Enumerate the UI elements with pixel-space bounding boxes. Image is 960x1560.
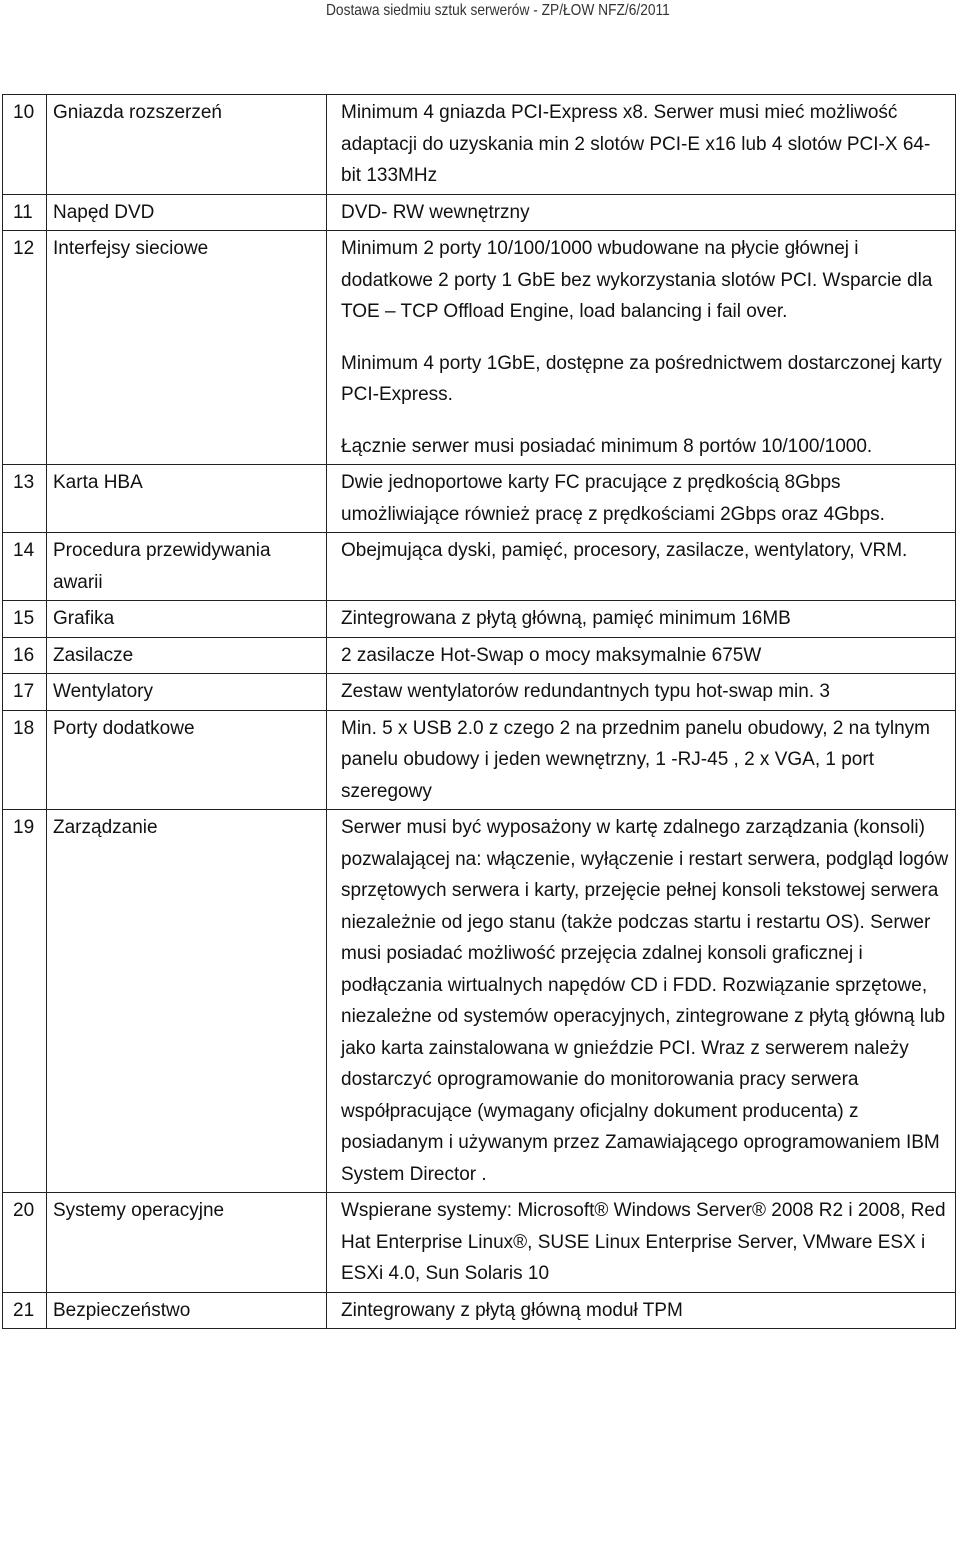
table-row [3,710,956,810]
row-name: Karta HBA [47,465,327,533]
description-text: Min. 5 x USB 2.0 z czego 2 na przednim panelu obudowy, 2 na tylnym panelu obudowy i jeden wewnętrzny, 1 -RJ-45 , 2 x VGA, 1 port szeregowy [341,717,930,802]
row-name: Porty dodatkowe [47,710,327,810]
row-number: 20 [3,1193,47,1293]
row-description [327,674,956,711]
row-description [327,601,956,638]
row-description [327,95,956,195]
row-description [327,810,956,1193]
row-number: 10 [3,95,47,195]
row-description [327,1292,956,1329]
row-name: Interfejsy sieciowe [47,231,327,465]
table-row [3,533,956,601]
page-header [0,2,960,20]
specification-table [2,94,956,1329]
table-row [3,674,956,711]
row-number: 21 [3,1292,47,1329]
table-row [3,95,956,195]
row-number: 15 [3,601,47,638]
description-text: Minimum 2 porty 10/100/1000 wbudowane na płycie głównej i dodatkowe 2 porty 1 GbE bez wykorzystania slotów PCI. Wsparcie dla TOE – TCP Offload Engine, load balancing i fail over. [341,238,933,322]
row-number: 14 [3,533,47,601]
table-row [3,601,956,638]
description-text: 2 zasilacze Hot-Swap o mocy maksymalnie 675W [341,644,762,666]
description-text: Zintegrowany z płytą główną moduł TPM [341,1299,683,1321]
row-description [327,231,956,465]
table-row [3,465,956,533]
row-name: Zarządzanie [47,810,327,1193]
table-row [3,1193,956,1293]
row-name: Gniazda rozszerzeń [47,95,327,195]
description-text: Zestaw wentylatorów redundantnych typu hot-swap min. 3 [341,681,830,702]
row-name: Bezpieczeństwo [47,1292,327,1329]
row-number: 18 [3,710,47,810]
description-text: Obejmująca dyski, pamięć, procesory, zasilacze, wentylatory, VRM. [341,540,908,561]
row-name: Zasilacze [47,637,327,674]
document-title: Dostawa siedmiu sztuk serwerów - ZP/ŁOW NFZ/6/2011 [326,2,670,19]
row-number: 19 [3,810,47,1193]
row-name: Systemy operacyjne [47,1193,327,1293]
description-text: Wspierane systemy: Microsoft® Windows Server® 2008 R2 i 2008, Red Hat Enterprise Linux®, SUSE Linux Enterprise Server, VMware ESX i ESXi 4.0, Sun Solaris 10 [341,1200,946,1284]
row-description [327,533,956,601]
description-text: Serwer musi być wyposażony w kartę zdalnego zarządzania (konsoli) pozwalającej na: włączenie, wyłączenie i restart serwera, podgląd logów sprzętowych serwera i karty, przejęcie pełnej konsoli tekstowej serwera niezależnie od jego stanu (także podczas startu i restartu OS). Serwer musi posiadać możliwość przejęcia zdalnej konsoli graficznej i podłączania wirtualnych napędów CD i FDD. Rozwiązanie sprzętowe, niezależne od systemów operacyjnych, zintegrowane z płytą główną lub jako karta zainstalowana w gnieździe PCI. Wraz z serwerem należy dostarczyć oprogramowanie do monitorowania pracy serwera współpracujące (wymagany oficjalny dokument producenta) z posiadanym i używanym przez Zamawiającego oprogramowaniem IBM System Director . [341,817,949,1185]
row-description [327,710,956,810]
row-name: Grafika [47,601,327,638]
table-row [3,637,956,674]
table-row [3,231,956,465]
description-text: Zintegrowana z płytą główną, pamięć minimum 16MB [341,608,791,629]
row-number: 13 [3,465,47,533]
row-name: Wentylatory [47,674,327,711]
table-row [3,1292,956,1329]
row-number: 12 [3,231,47,465]
row-description [327,194,956,231]
description-text: Łącznie serwer musi posiadać minimum 8 portów 10/100/1000. [341,435,873,457]
table-row [3,810,956,1193]
description-text: Minimum 4 porty 1GbE, dostępne za pośrednictwem dostarczonej karty PCI-Express. [341,352,942,405]
row-number: 17 [3,674,47,711]
row-number: 16 [3,637,47,674]
row-number: 11 [3,194,47,231]
row-name: Napęd DVD [47,194,327,231]
description-text: DVD- RW wewnętrzny [341,201,530,223]
row-description [327,637,956,674]
row-description [327,1193,956,1293]
row-description [327,465,956,533]
table-row [3,194,956,231]
description-text: Dwie jednoportowe karty FC pracujące z prędkością 8Gbps umożliwiające również pracę z prędkościami 2Gbps oraz 4Gbps. [341,472,885,525]
description-text: Minimum 4 gniazda PCI-Express x8. Serwer musi mieć możliwość adaptacji do uzyskania min 2 slotów PCI-E x16 lub 4 slotów PCI-X 64-bit 133MHz [341,102,931,186]
row-name: Procedura przewidywania awarii [47,533,327,601]
